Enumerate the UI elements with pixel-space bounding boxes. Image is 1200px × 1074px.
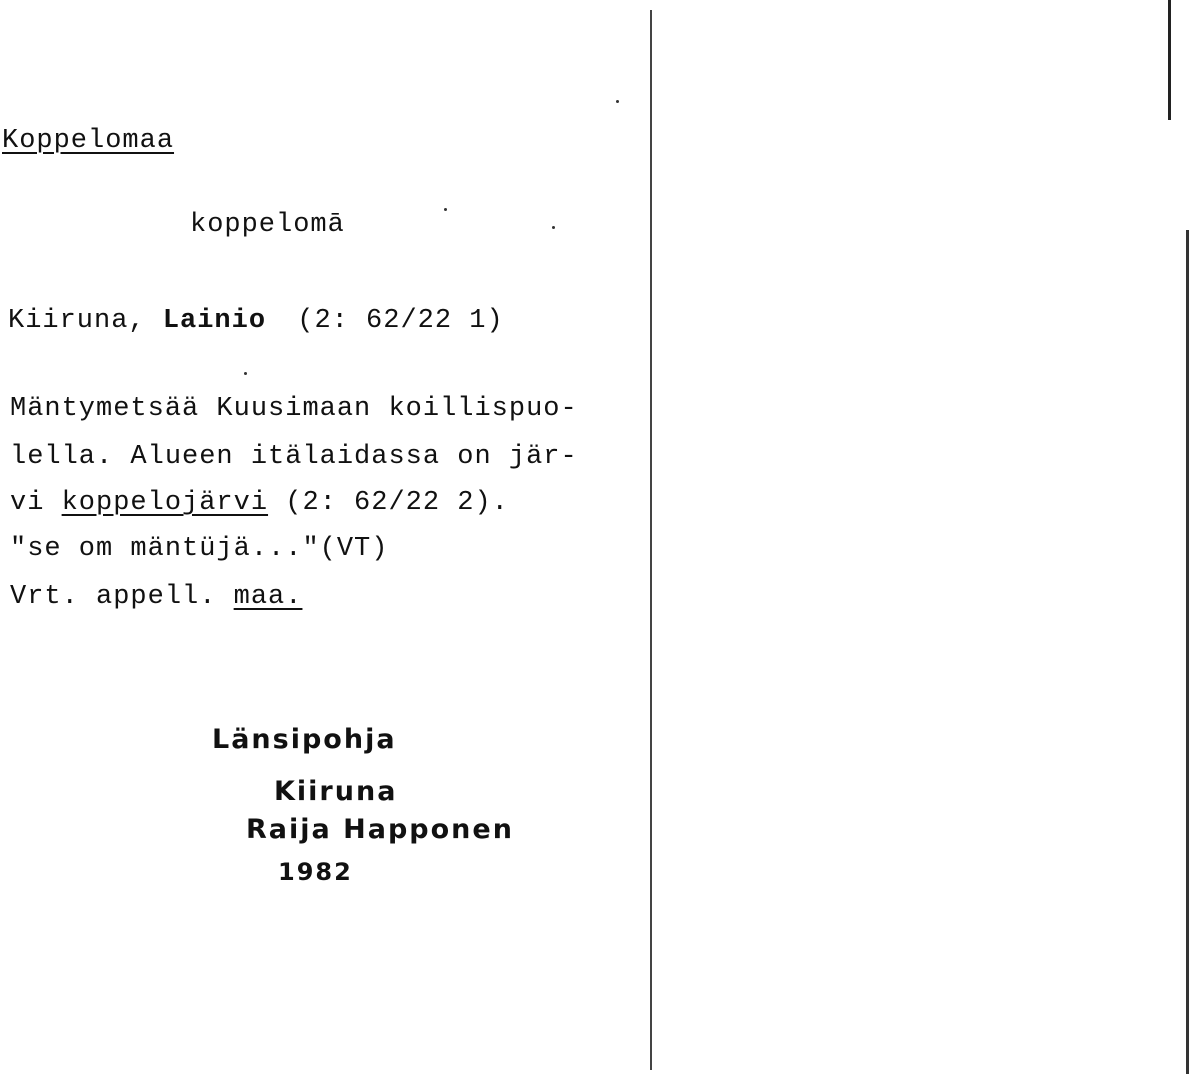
speck: [552, 226, 555, 229]
description-line-3-prefix: vi: [10, 488, 62, 518]
speck: [616, 100, 619, 103]
speck: [244, 372, 247, 375]
description-line-3: [10, 490, 509, 517]
description-line-1: Mäntymetsää Kuusimaan koillispuo-: [10, 394, 578, 424]
quotation-line: "se om mäntüjä..."(VT): [10, 534, 389, 564]
stamp-year: 1982: [278, 858, 353, 886]
stamp-municipality: Kiiruna: [274, 776, 398, 807]
description-line-2: lella. Alueen itälaidassa on jär-: [10, 442, 578, 472]
comparison-term: maa.: [233, 582, 303, 612]
related-name-link: koppelojärvi: [61, 488, 269, 518]
card-heading: Koppelomaa: [2, 126, 175, 156]
card-right-edge-top: [1168, 0, 1171, 120]
stamp-region: Länsipohja: [212, 724, 397, 755]
card-center-divider: [650, 10, 652, 1070]
source-name: Lainio: [162, 306, 267, 336]
description-line-3-suffix: (2: 62/22 2).: [268, 488, 509, 518]
source-line: [8, 308, 504, 335]
speck: [444, 208, 447, 211]
comparison-line: [10, 584, 302, 611]
comparison-prefix: Vrt. appell.: [10, 582, 234, 612]
card-right-edge: [1186, 230, 1189, 1074]
pronunciation: koppelomā: [190, 210, 345, 240]
source-place: Kiiruna,: [8, 306, 146, 336]
source-reference: (2: 62/22 1): [297, 306, 504, 336]
stamp-collector: Raija Happonen: [246, 814, 514, 845]
